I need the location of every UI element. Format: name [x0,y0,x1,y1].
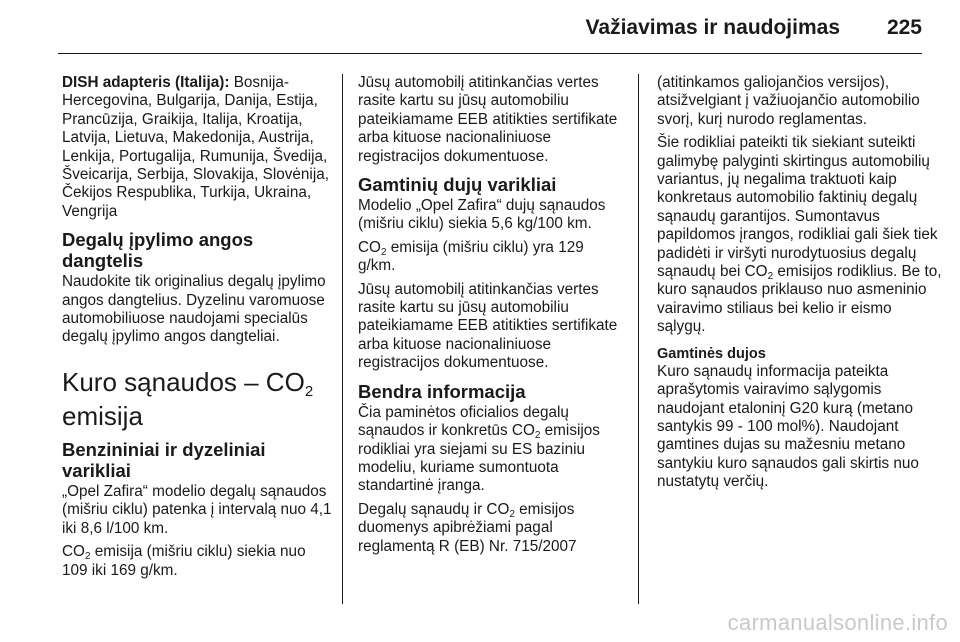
watermark: carmanualsonline.info [727,610,948,635]
general-info-text [358,404,618,496]
gen-sub: 2 [534,430,541,442]
gas-engines-heading: Gamtinių dujų varikliai [358,174,557,196]
petrol-diesel-text: „Opel Zafira“ modelio degalų sąnaudos (mišriu ciklu) patenka į intervalą nuo 4,1 iki 8,6 l/100 km. [62,482,332,537]
regulation-text [358,501,618,556]
weight-paragraph: (atitinkamos galiojančios versijos), atsižvelgiant į važiuojančio automobilio svorį, kurį nurodo reglamentas. [657,74,920,128]
fuel-cap-heading: Degalų įpylimo angos dangtelis [62,229,254,272]
dish-label: DISH adapteris (Italija): [62,74,230,91]
co2-gas-text [358,239,618,276]
chapter-title: Važiavimas ir naudojimas [585,16,840,39]
natural-gas-heading: Gamtinės dujos [657,345,766,362]
co2-b: emisija (mišriu ciklu) yra 129 g/km. [358,238,584,275]
fuel-cap-text: Naudokite tik originalius degalų įpylimo angos dangtelius. Dyzelinu varomuose automobiliuose naudojami specialūs degalų įpylimo angos dangteliai. [62,273,326,346]
co2-b: emisija (mišriu ciklu) siekia nuo 109 iki 169 g/km. [62,543,306,579]
column-divider-2 [638,74,639,604]
petrol-diesel-heading: Benzininiai ir dyzeliniai varikliai [62,438,266,481]
p2-sub: 2 [767,271,774,283]
fc-heading-a: Kuro sąnaudos – CO [62,366,305,397]
gen-a: Čia paminėtos oficialios degalų sąnaudos ir konkretūs CO [358,403,569,440]
general-info-heading: Bendra informacija [358,380,526,402]
p2-b: emisijos rodiklius. Be to, kuro sąnaudos priklauso nuo asmeninio vairavimo stiliaus bei kelio ir eismo sąlygų. [657,263,942,336]
values-paragraph-1: Jūsų automobilį atitinkančias vertes rasite kartu su jūsų automobiliu pateikiamame EEB atitikties sertifikate arba kituose nacionaliniuose registracijos dokumentuose. [358,74,618,165]
p2-a: Šie rodikliai pateikti tik siekiant suteikti galimybę palyginti skirtingus automobilių variantus, jų negalima traktuoti kaip konkretaus automobilio faktinių degalų sąnaudų garantijos. Sumontavus papildomos įrangos, rodikliai gali šiek tiek padidėti ir viršyti nurodytuosius degalų sąnaudų bei CO [657,134,938,281]
gas-engines-text: Modelio „Opel Zafira“ dujų sąnaudos (mišriu ciklu) siekia 5,6 kg/100 km. [358,197,606,233]
column-2 [358,74,618,561]
gen-b: emisijos rodikliai yra siejami su ES baziniu modeliu, kuriame sumontuota standartinė įranga. [358,422,600,495]
fuel-consumption-heading [62,365,332,433]
co2-a: CO [358,238,381,256]
dish-text: Bosnija-Hercegovina, Bulgarija, Danija, Estija, Prancūzija, Graikija, Italija, Kroatija, Latvija, Lietuva, Makedonija, Austrija, Lenkija, Portugalija, Rumunija, Švedija, Šveicarija, Serbija, Slovakija, Slovėnija, Čekijos Respublika, Turkija, Ukraina, Vengrija [62,74,329,220]
column-divider-1 [342,74,343,604]
co2-sub: 2 [84,551,91,563]
comparison-paragraph [657,134,942,336]
page-header [0,0,960,50]
values-paragraph-2: Jūsų automobilį atitinkančias vertes rasite kartu su jūsų automobiliu pateikiamame EEB atitikties sertifikate arba kituose nacionaliniuose registracijos dokumentuose. [358,280,618,372]
reg-sub: 2 [509,508,515,520]
reg-a: Degalų sąnaudų ir CO [358,500,510,518]
column-1 [62,74,332,585]
page-number: 225 [886,16,922,39]
header-rule [58,53,922,54]
co2-sub: 2 [380,246,387,258]
column-3 [657,74,942,497]
dish-paragraph [62,74,332,221]
co2-a: CO [62,543,85,561]
natural-gas-text: Kuro sąnaudų informacija pateikta aprašytomis vairavimo sąlygomis naudojant etaloninį G20 kurą (metano santykis 99 - 100 mol%). Naudojant gamtines dujas su mažesniu metano santykiu kuro sąnaudos gali skirtis nuo nustatytų verčių. [657,362,919,491]
reg-b: emisijos duomenys apibrėžiami pagal reglamentą R (EB) Nr. 715/2007 [358,500,577,555]
fc-heading-b: emisija [62,400,143,431]
fc-heading-sub: 2 [304,382,314,400]
co2-petrol-text [62,543,332,580]
